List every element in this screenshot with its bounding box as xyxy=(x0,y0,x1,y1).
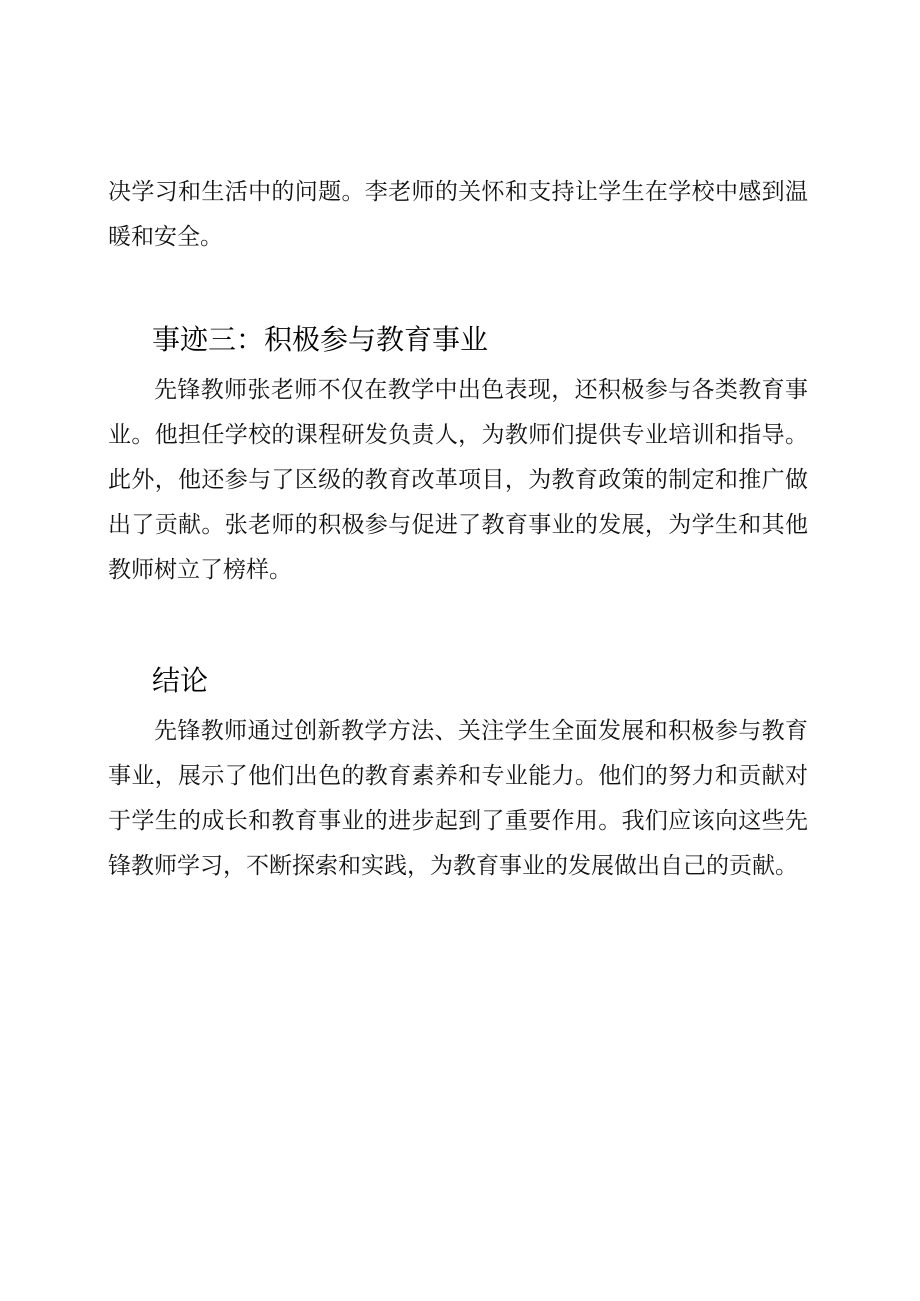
section-body-deed-three: 先锋教师张老师不仅在教学中出色表现，还积极参与各类教育事业。他担任学校的课程研发负责人，为教师们提供专业培训和指导。此外，他还参与了区级的教育改革项目，为教育政策的制定和推广做出了贡献。张老师的积极参与促进了教育事业的发展，为学生和其他教师树立了榜样。 xyxy=(108,377,808,583)
conclusion-body: 先锋教师通过创新教学方法、关注学生全面发展和积极参与教育事业，展示了他们出色的教育素养和专业能力。他们的努力和贡献对于学生的成长和教育事业的进步起到了重要作用。我们应该向这些先锋教师学习，不断探索和实践，为教育事业的发展做出自己的贡献。 xyxy=(108,718,808,879)
section-heading-deed-three: 事迹三：积极参与教育事业 xyxy=(152,323,489,356)
continuation-paragraph: 决学习和生活中的问题。李老师的关怀和支持让学生在学校中感到温暖和安全。 xyxy=(108,179,808,250)
conclusion-heading: 结论 xyxy=(152,664,209,697)
